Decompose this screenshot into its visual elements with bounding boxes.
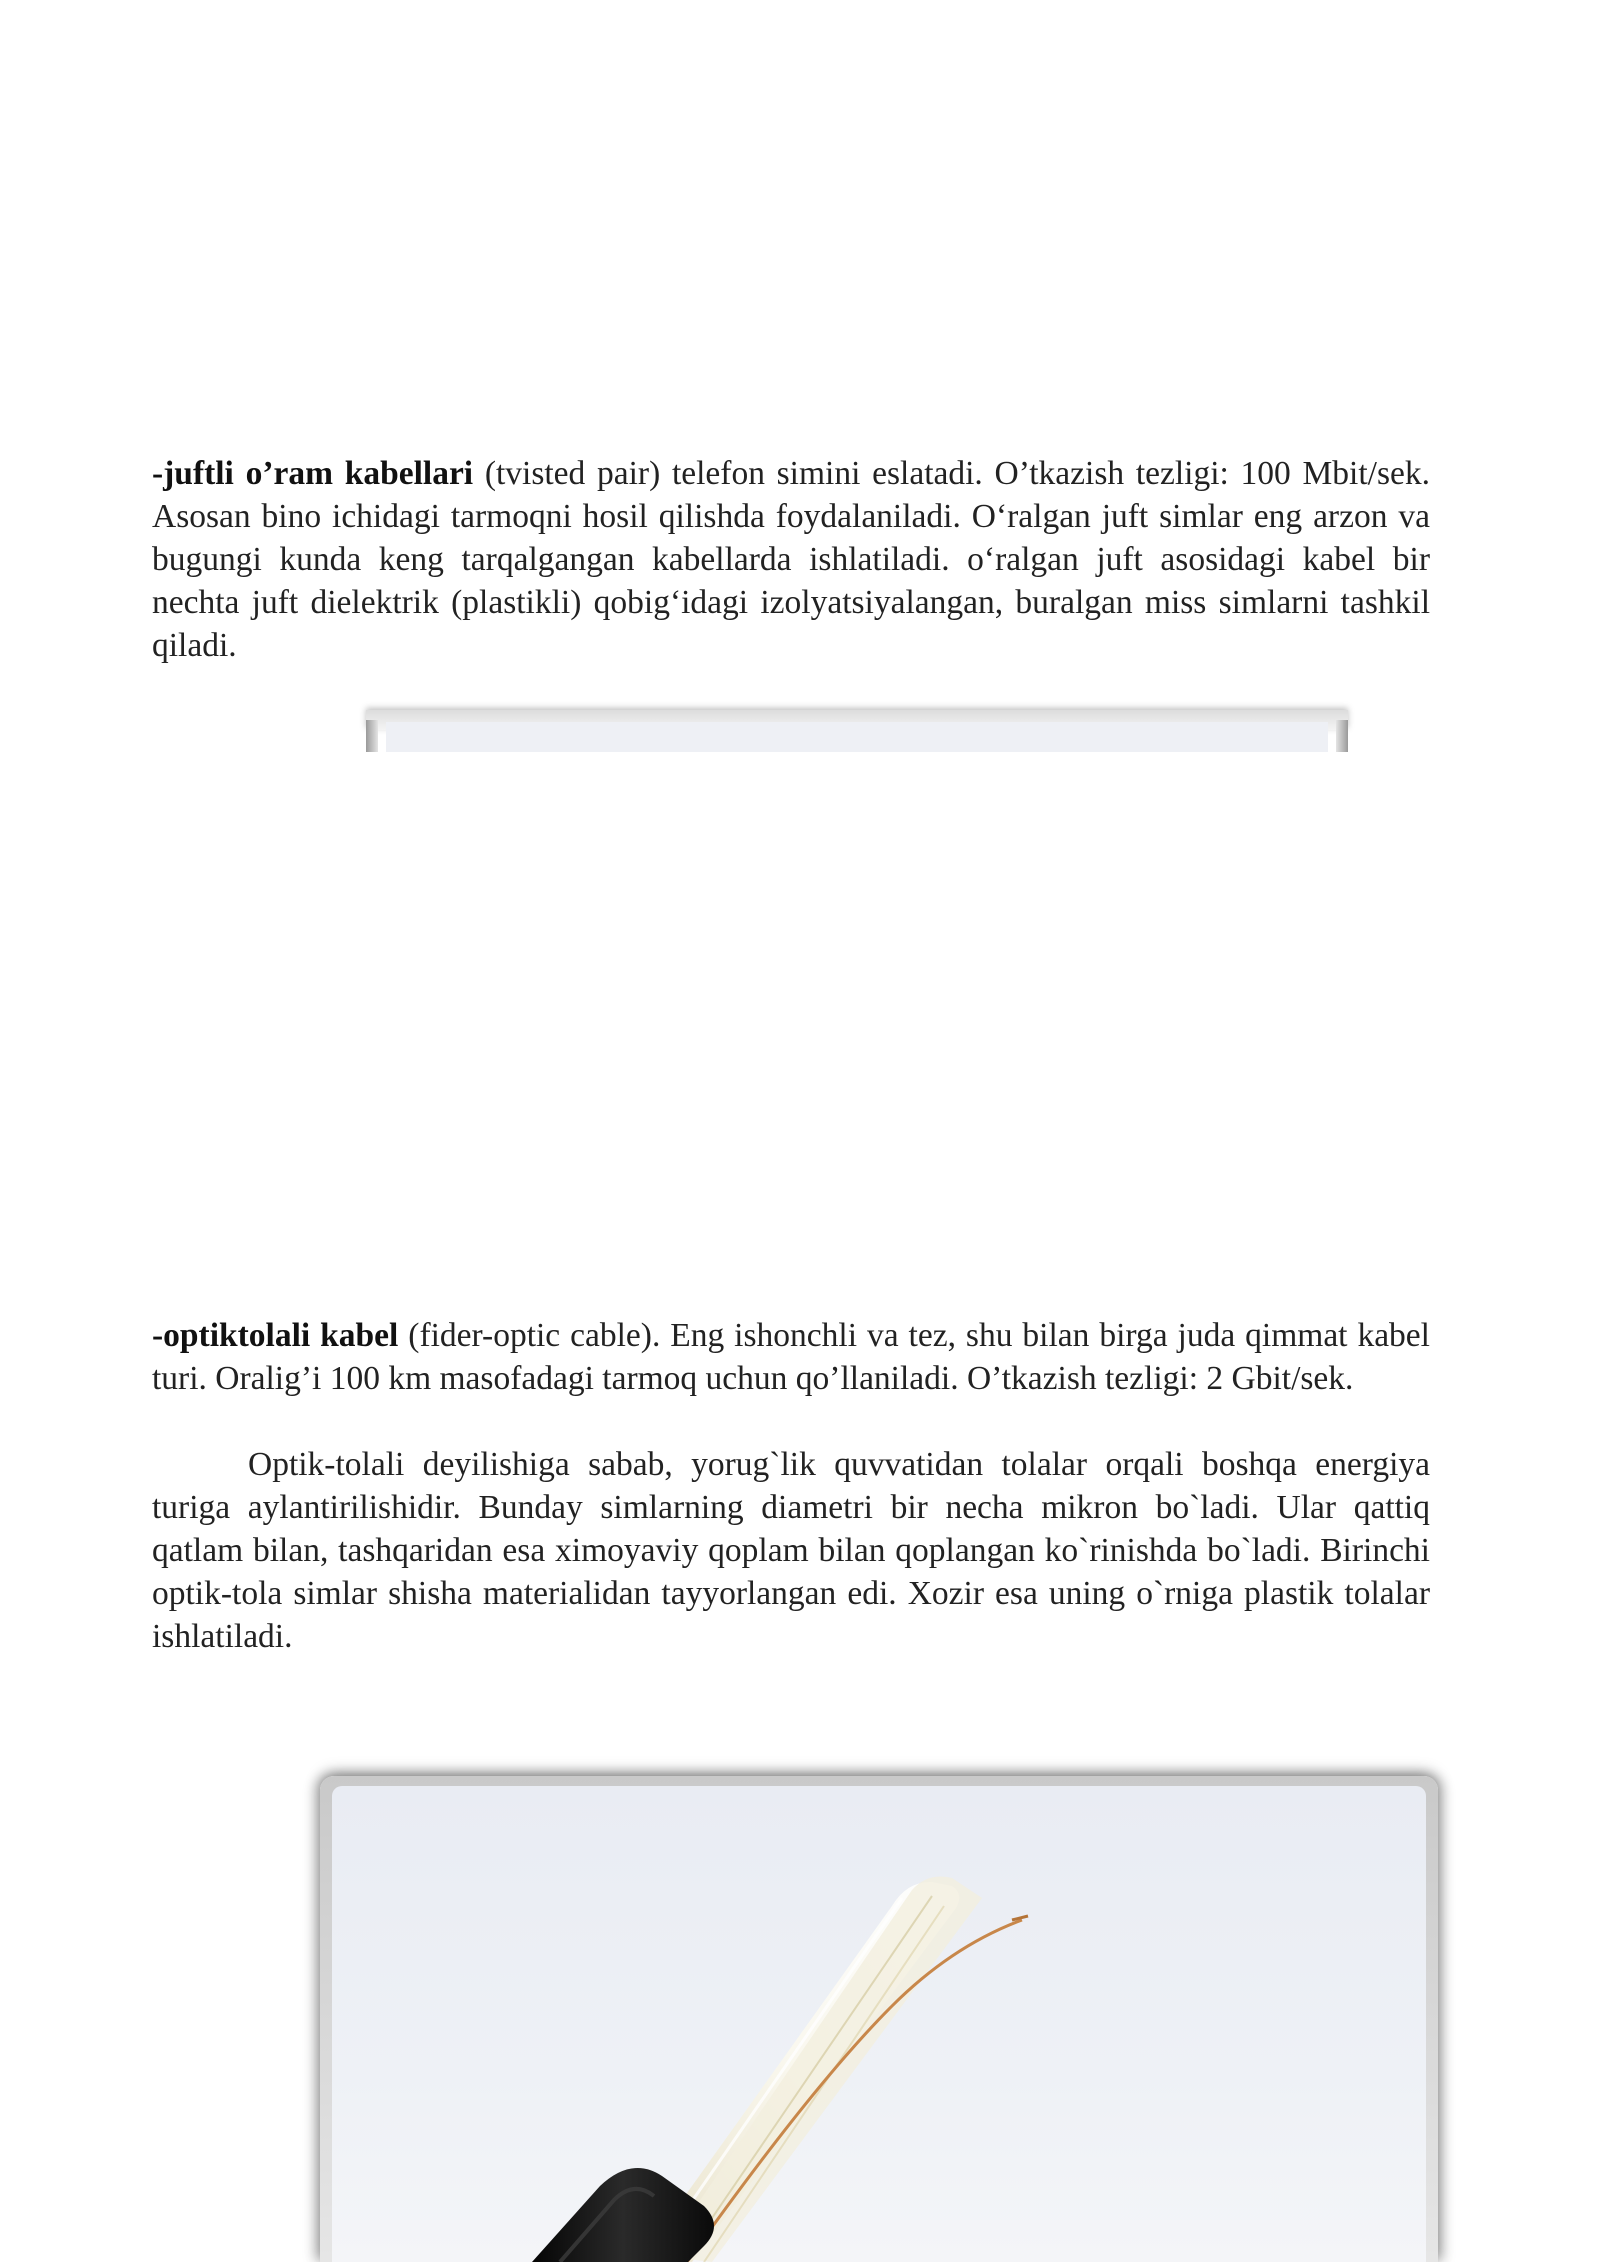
term-twisted-pair: -juftli o’ram kabellari (152, 455, 474, 492)
fiber-optic-photo (320, 1776, 1438, 2262)
text-twisted-pair: (tvisted pair) telefon simini eslatadi. O’tkazish tezligi: 100 Mbit/sek. Asosan bino ichidagi tarmoqni hosil qilishda foydalaniladi. O‘ralgan juft simlar eng arzon va bugungi kunda keng tarqalgangan kabellarda ishlatiladi. o‘ralgan juft asosidagi kabel bir nechta juft dielektrik (plastikli) qobig‘idagi izolyatsiyalangan, buralgan miss simlarni tashkil qiladi. (152, 455, 1430, 664)
paragraph-fiber-optic (152, 1314, 1430, 1400)
paragraph-fiber-optic-detail: Optik-tolali deyilishiga sabab, yorug`lik quvvatidan tolalar orqali boshqa energiya turiga aylantirilishidir. Bunday simlarning diametri bir necha mikron bo`ladi. Ular qattiq qatlam bilan, tashqaridan esa ximoyaviy qoplam bilan qoplangan ko`rinishda bo`ladi. Birinchi optik-tola simlar shisha materialidan tayyorlangan edi. Xozir esa uning o`rniga plastik tolalar ishlatiladi. (152, 1446, 1430, 1655)
text-fiber-optic: (fider-optic cable). Eng ishonchli va tez, shu bilan birga juda qimmat kabel turi. Oralig’i 100 km masofadagi tarmoq uchun qo’llaniladi. O’tkazish tezligi: 2 Gbit/sek. (152, 1317, 1430, 1397)
paragraph-twisted-pair (152, 452, 1430, 667)
fiber-optic-cable-icon (332, 1786, 1426, 2262)
term-fiber-optic: -optiktolali kabel (152, 1317, 399, 1354)
twisted-pair-photo (366, 710, 1348, 752)
